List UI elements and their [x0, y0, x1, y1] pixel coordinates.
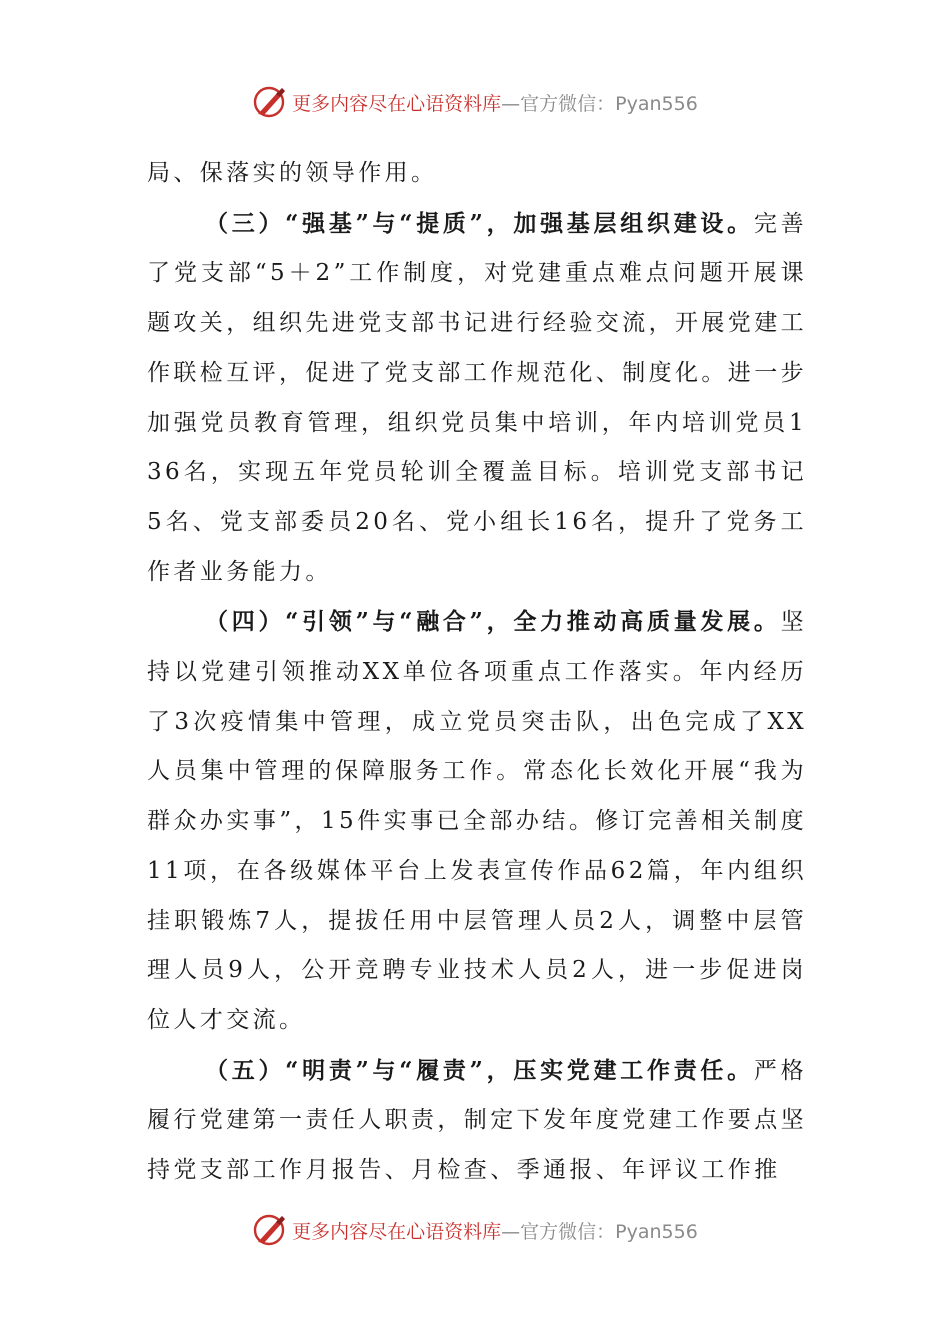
paragraph-text: 坚持以党建引领推动XX单位各项重点工作落实。年内经历了3次疫情集中管理，成立党员突击队，出色完成了XX人员集中管理的保障服务工作。常态化长效化开展“我为群众办实事”，15件实事已全部办结。修订完善相关制度11项，在各级媒体平台上发表宣传作品62篇，年内组织挂职锻炼7人，提拔任用中层管理人员2人，调整中层管理人员9人，公开竞聘专业技术人员2人，进一步促进岗位人才交流。: [147, 609, 807, 1033]
banner-text: 更多内容尽在心语资料库: [292, 92, 502, 115]
pen-circle-logo-icon: [252, 84, 288, 120]
paragraph-1: [147, 148, 807, 199]
paragraph-4: [147, 1046, 807, 1196]
paragraph-2: [147, 199, 807, 598]
paragraph-heading: （四）“引领”与“融合”，全力推动高质量发展。: [205, 608, 781, 636]
footer-watermark-banner: [0, 1210, 950, 1250]
paragraph-3: [147, 597, 807, 1045]
paragraph-text: 局、保落实的领导作用。: [147, 160, 438, 186]
document-body: [147, 148, 807, 1196]
banner-wechat: —官方微信：Pyan556: [501, 92, 698, 115]
banner-text: 更多内容尽在心语资料库: [292, 1220, 502, 1243]
paragraph-heading: （三）“强基”与“提质”，加强基层组织建设。: [205, 209, 754, 237]
pen-circle-logo-icon: [252, 1212, 288, 1248]
banner-wechat: —官方微信：Pyan556: [501, 1220, 698, 1243]
paragraph-text: 完善了党支部“5＋2”工作制度，对党建重点难点问题开展课题攻关，组织先进党支部书记进行经验交流，开展党建工作联检互评，促进了党支部工作规范化、制度化。进一步加强党员教育管理，组织党员集中培训，年内培训党员136名，实现五年党员轮训全覆盖目标。培训党支部书记5名、党支部委员20名、党小组长16名，提升了党务工作者业务能力。: [147, 210, 807, 585]
paragraph-heading: （五）“明责”与“履责”，压实党建工作责任。: [205, 1056, 754, 1084]
header-watermark-banner: [0, 82, 950, 122]
paragraph-text: 严格履行党建第一责任人职责，制定下发年度党建工作要点坚持党支部工作月报告、月检查、季通报、年评议工作推: [147, 1057, 807, 1184]
